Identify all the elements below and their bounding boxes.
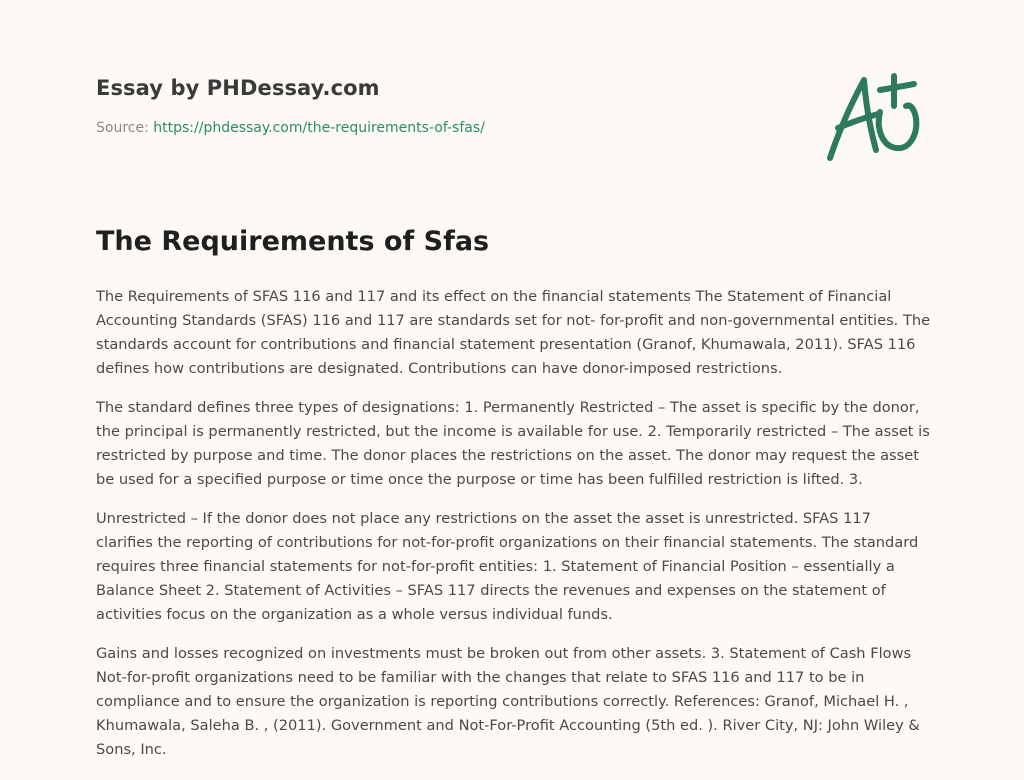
source-label: Source:	[96, 120, 154, 136]
source-line	[96, 120, 736, 136]
a-plus-logo-icon	[820, 66, 930, 166]
paragraph: The Requirements of SFAS 116 and 117 and its effect on the financial statements The Statement of Financial Accounting Standards (SFAS) 116 and 117 are standards set for not- for-profit and non-governmental entities. The standards account for contributions and financial statement presentation (Granof, Khumawala, 2011). SFAS 116 defines how contributions are designated. Contributions can have donor-imposed restrictions.	[96, 288, 931, 377]
source-link[interactable]: https://phdessay.com/the-requirements-of-sfas/	[153, 120, 485, 136]
page-title: The Requirements of Sfas	[96, 226, 490, 257]
page-header	[96, 76, 736, 136]
site-title: Essay by PHDessay.com	[96, 76, 380, 100]
paragraph: Gains and losses recognized on investments must be broken out from other assets. 3. Statement of Cash Flows Not-for-profit organizations need to be familiar with the changes that relate to SFAS 116 and 117 to be in compliance and to ensure the organization is reporting contributions correctly. References: Granof, Michael H. , Khumawala, Saleha B. , (2011). Government and Not-For-Profit Accounting (5th ed. ). River City, NJ: John Wiley & Sons, Inc.	[96, 645, 920, 758]
paragraph: Unrestricted – If the donor does not place any restrictions on the asset the asset is unrestricted. SFAS 117 clarifies the reporting of contributions for not-for-profit organizations on their financial statements. The standard requires three financial statements for not-for-profit entities: 1. Statement of Financial Position – essentially a Balance Sheet 2. Statement of Activities – SFAS 117 directs the revenues and expenses on the statement of activities focus on the organization as a whole versus individual funds.	[96, 510, 919, 623]
article-body	[96, 285, 932, 777]
paragraph: The standard defines three types of designations: 1. Permanently Restricted – The asset is specific by the donor, the principal is permanently restricted, but the income is available for use. 2. Temporarily restricted – The asset is restricted by purpose and time. The donor places the restrictions on the asset. The donor may request the asset be used for a specified purpose or time once the purpose or time has been fulfilled restriction is lifted. 3.	[96, 399, 930, 488]
